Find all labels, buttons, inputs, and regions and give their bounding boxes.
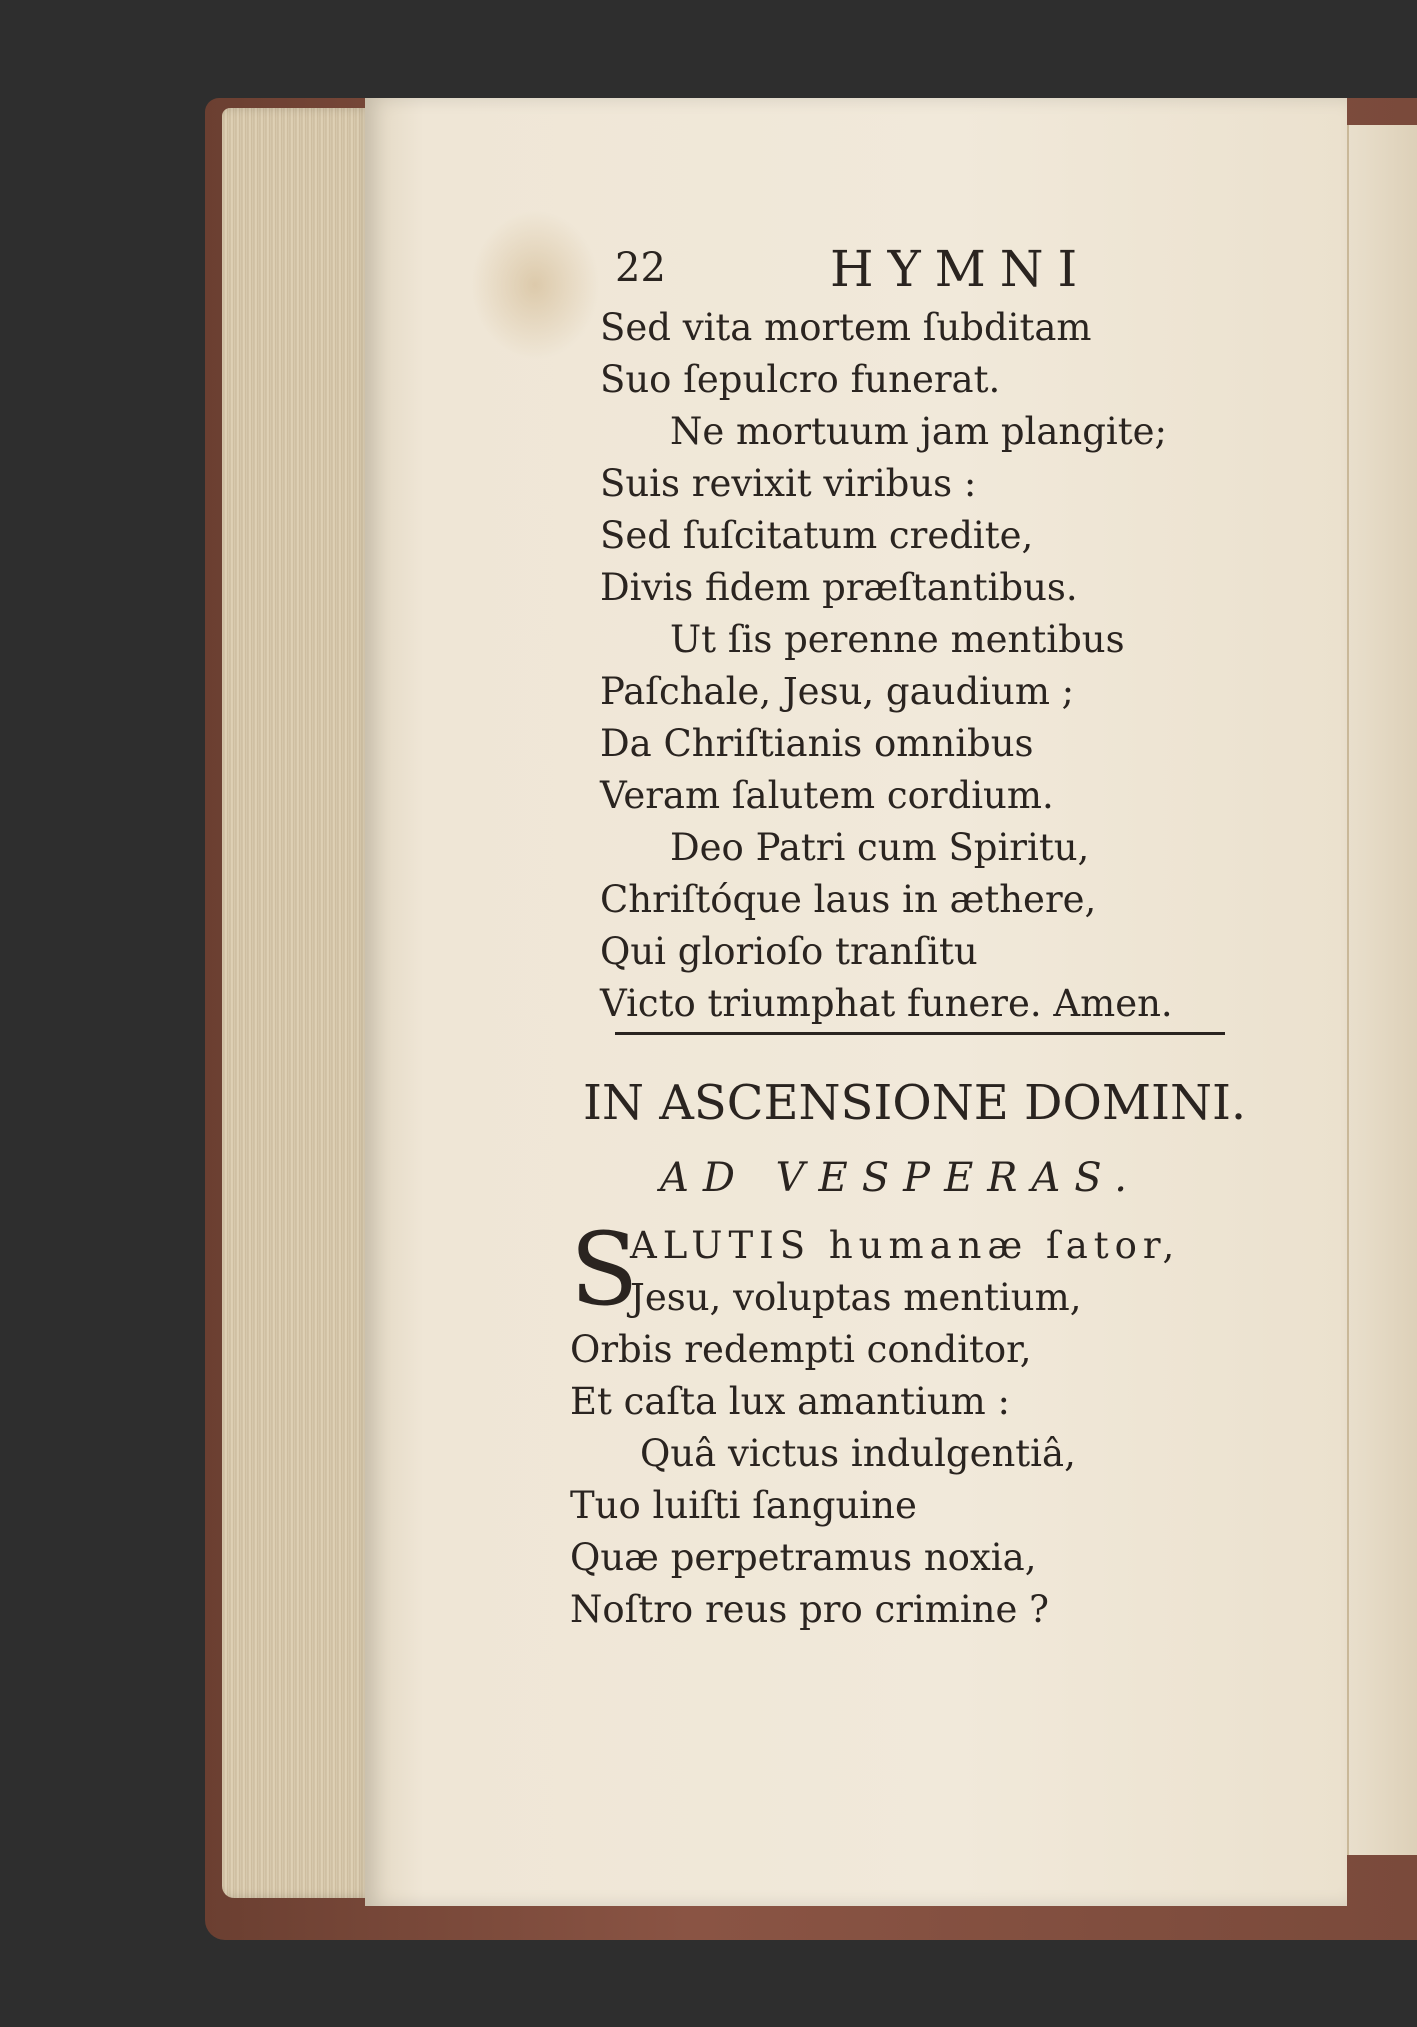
verse-line: Sed vita mortem ſubditam [600, 306, 1092, 349]
verse-line: Ut ſis perenne mentibus [670, 618, 1125, 661]
facing-page-edge [1347, 125, 1417, 1855]
verse-line: Noſtro reus pro crimine ? [570, 1588, 1049, 1631]
verse-line: Veram ſalutem cordium. [600, 774, 1054, 817]
verse-line: Chriſtóque laus in æthere, [600, 878, 1097, 921]
drop-cap: S [570, 1211, 639, 1328]
hymn1-stanza [600, 302, 1320, 406]
page-number: 22 [615, 245, 666, 291]
verse-line: Ne mortuum jam plangite; [670, 410, 1167, 453]
verse-line: ALUTIS humanæ ſator, [630, 1224, 1181, 1267]
verse-line: Tuo luiſti ſanguine [570, 1484, 917, 1527]
verse-line: Victo triumphat funere. Amen. [600, 982, 1173, 1025]
section-divider [615, 1032, 1225, 1035]
verse-line: Deo Patri cum Spiritu, [670, 826, 1090, 869]
page-edges [222, 108, 372, 1898]
verse-line: Quæ perpetramus noxia, [570, 1536, 1037, 1579]
running-head: HYMNI [830, 240, 1092, 298]
verse-line: Et caſta lux amantium : [570, 1380, 1010, 1423]
verse-line: Divis fidem præſtantibus. [600, 566, 1078, 609]
hymn-first-block [600, 240, 1320, 1030]
page-stain [470, 210, 600, 360]
section-subtitle: AD VESPERAS. [660, 1155, 1141, 1201]
verse-line: Sed ſuſcitatum credite, [600, 514, 1034, 557]
hymn1-stanza [600, 406, 1320, 614]
verse-line: Jesu, voluptas mentium, [630, 1276, 1082, 1319]
verse-line: Paſchale, Jesu, gaudium ; [600, 670, 1075, 713]
verse-line: Qui glorioſo tranſitu [600, 930, 978, 973]
verse-line: Da Chriſtianis omnibus [600, 722, 1034, 765]
page-header [600, 240, 1320, 302]
section-title: IN ASCENSIONE DOMINI. [583, 1075, 1247, 1131]
hymn1-stanza [600, 822, 1320, 1030]
verse-line: Suis revixit viribus : [600, 462, 977, 505]
hymn-second-block [570, 1211, 1290, 1636]
verse-line: Suo ſepulcro funerat. [600, 358, 1001, 401]
hymn1-stanza [600, 614, 1320, 822]
verse-line: Quâ victus indulgentiâ, [640, 1432, 1076, 1475]
verse-line: Orbis redempti conditor, [570, 1328, 1032, 1371]
